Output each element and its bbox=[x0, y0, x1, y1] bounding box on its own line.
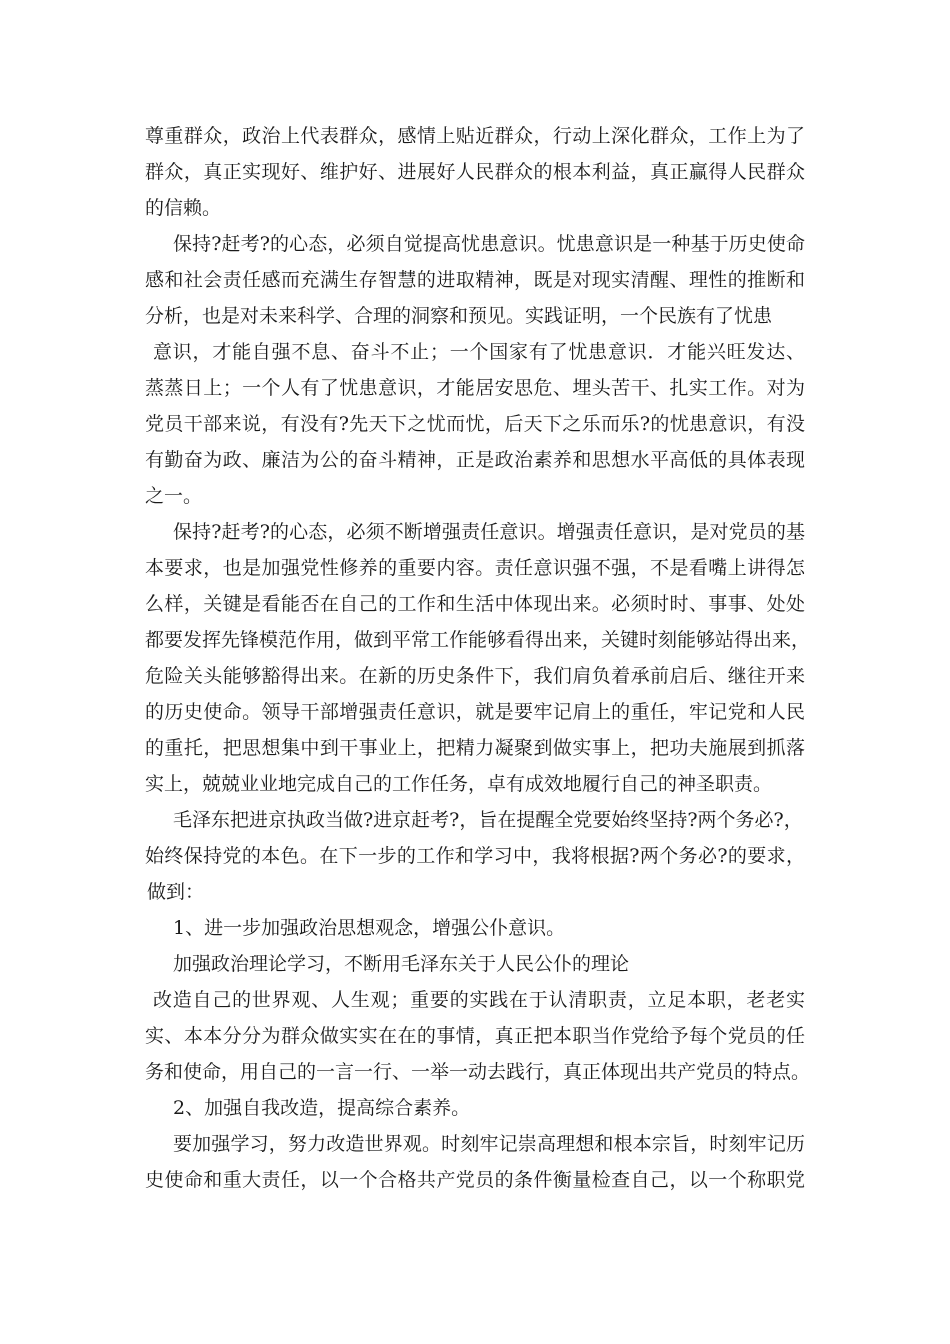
text-line: 的信赖。 bbox=[145, 197, 222, 219]
list-item-heading: 2、加强自我改造，提高综合素养。 bbox=[173, 1097, 471, 1119]
text-line: 危险关头能够豁得出来。在新的历史条件下，我们肩负着承前启后、继往开来 bbox=[145, 665, 805, 687]
text-line: 始终保持党的本色。在下一步的工作和学习中，我将根据?两个务必?的要求， bbox=[145, 845, 805, 867]
text-line: 实上，兢兢业业地完成自己的工作任务，卓有成效地履行自己的神圣职责。 bbox=[145, 773, 773, 795]
text-line: 改造自己的世界观、人生观；重要的实践在于认清职责，立足本职，老老实 bbox=[153, 989, 805, 1011]
text-line: 之一。 bbox=[145, 485, 203, 507]
text-line: 感和社会责任感而充满生存智慧的进取精神，既是对现实清醒、理性的推断和 bbox=[145, 269, 805, 291]
paragraph-start-line: 保持?赶考?的心态，必须自觉提高忧患意识。忧患意识是一种基于历史使命 bbox=[173, 233, 805, 255]
text-line: 都要发挥先锋模范作用，做到平常工作能够看得出来，关键时刻能够站得出来， bbox=[145, 629, 811, 651]
text-line: 实、本本分分为群众做实实在在的事情，真正把本职当作党给予每个党员的任 bbox=[145, 1025, 805, 1047]
text-line: 尊重群众，政治上代表群众，感情上贴近群众，行动上深化群众，工作上为了 bbox=[145, 125, 805, 147]
paragraph-start-line: 加强政治理论学习，不断用毛泽东关于人民公仆的理论 bbox=[173, 953, 630, 975]
paragraph-start-line: 保持?赶考?的心态，必须不断增强责任意识。增强责任意识，是对党员的基 bbox=[173, 521, 805, 543]
text-line: 做到： bbox=[147, 881, 205, 903]
text-line: 么样，关键是看能否在自己的工作和生活中体现出来。必须时时、事事、处处 bbox=[145, 593, 805, 615]
text-line: 的历史使命。领导干部增强责任意识，就是要牢记肩上的重任，牢记党和人民 bbox=[145, 701, 805, 723]
document-body bbox=[145, 118, 811, 1198]
text-line: 本要求，也是加强党性修养的重要内容。责任意识强不强，不是看嘴上讲得怎 bbox=[145, 557, 805, 579]
text-line: 有勤奋为政、廉洁为公的奋斗精神，正是政治素养和思想水平高低的具体表现 bbox=[145, 449, 805, 471]
text-line: 群众，真正实现好、维护好、进展好人民群众的根本利益，真正赢得人民群众 bbox=[145, 161, 805, 183]
paragraph-start-line: 毛泽东把进京执政当做?进京赶考?，旨在提醒全党要始终坚持?两个务必?， bbox=[173, 809, 803, 831]
text-line: 蒸蒸日上；一个人有了忧患意识，才能居安思危、埋头苦干、扎实工作。对为 bbox=[145, 377, 805, 399]
text-line: 意识，才能自强不息、奋斗不止；一个国家有了忧患意识．才能兴旺发达、 bbox=[153, 341, 805, 363]
paragraph-start-line: 要加强学习，努力改造世界观。时刻牢记崇高理想和根本宗旨，时刻牢记历 bbox=[173, 1133, 805, 1155]
text-line: 务和使命，用自己的一言一行、一举一动去践行，真正体现出共产党员的特点。 bbox=[145, 1061, 811, 1083]
text-line: 党员干部来说，有没有?先天下之忧而忧，后天下之乐而乐?的忧患意识，有没 bbox=[145, 413, 805, 435]
text-line: 的重托，把思想集中到干事业上，把精力凝聚到做实事上，把功夫施展到抓落 bbox=[145, 737, 805, 759]
list-item-heading: 1、进一步加强政治思想观念，增强公仆意识。 bbox=[173, 917, 566, 939]
text-line: 史使命和重大责任，以一个合格共产党员的条件衡量检查自己，以一个称职党 bbox=[145, 1169, 805, 1191]
text-line: 分析，也是对未来科学、合理的洞察和预见。实践证明，一个民族有了忧患 bbox=[145, 305, 773, 327]
